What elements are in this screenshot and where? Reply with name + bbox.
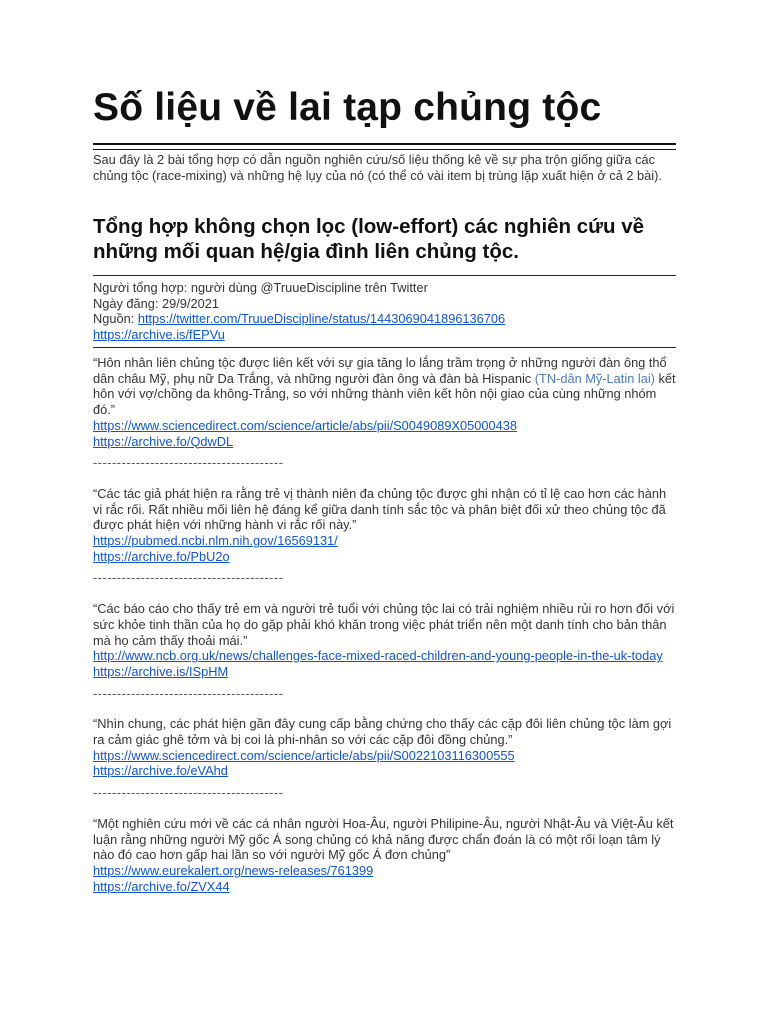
item-quote: “Nhìn chung, các phát hiện gần đây cung cấp bằng chứng cho thấy các cặp đôi liên chủng tộc làm gợi ra cảm giác ghê tởm và bị coi là phi-nhân so với các cặp đôi đồng chủng.” xyxy=(93,716,672,748)
separator: ---------------------------------------- xyxy=(93,570,284,586)
quote-text: kết hôn với vợ/chồng da không-Trắng, so với những thành viên kết hôn nội giao của cùng những nhóm đó.” xyxy=(93,370,676,418)
list-item xyxy=(93,355,676,471)
date-line: Ngày đăng: 29/9/2021 xyxy=(93,295,219,311)
list-item xyxy=(93,816,676,895)
compiler-line: Người tổng hợp: người dùng @TruueDiscipline trên Twitter xyxy=(93,280,428,295)
study-link[interactable]: https://www.sciencedirect.com/science/article/abs/pii/S0022103116300555 xyxy=(93,747,515,763)
page-title: Số liệu về lai tạp chủng tộc xyxy=(93,86,602,129)
list-item xyxy=(93,601,676,701)
list-item xyxy=(93,716,676,801)
item-quote: “Một nghiên cứu mới về các cá nhân người Hoa-Âu, người Philipine-Âu, người Nhật-Âu và Việt-Âu kết luận rằng những người Mỹ gốc Á song chủng có khả năng được chẩn đoán là có một rối loạn tâm lý nào đó cao hơn gấp hai lần so với người Mỹ gốc Á đơn chủng” xyxy=(93,815,674,863)
section-title: Tổng hợp không chọn lọc (low-effort) các nghiên cứu về những mối quan hệ/gia đình liên chủng tộc. xyxy=(93,215,645,263)
source-line xyxy=(93,311,676,327)
source-archive-link[interactable]: https://archive.is/fEPVu xyxy=(93,326,225,342)
separator: ---------------------------------------- xyxy=(93,455,284,471)
archive-link[interactable]: https://archive.is/ISpHM xyxy=(93,663,229,679)
study-list xyxy=(93,355,676,894)
study-link[interactable]: https://www.sciencedirect.com/science/article/abs/pii/S0049089X05000438 xyxy=(93,417,517,433)
intro-paragraph: Sau đây là 2 bài tổng hợp có dẫn nguồn nghiên cứu/số liệu thống kê về sự pha trộn giống giữa các chủng tộc (race-mixing) và những hệ lụy của nó (có thể có vài item bị trùng lặp xuất hiện ở cả 2 bài). xyxy=(93,152,662,183)
archive-link[interactable]: https://archive.fo/ZVX44 xyxy=(93,878,230,894)
quote-highlight: (TN-dân Mỹ-Latin lai) xyxy=(534,370,655,386)
item-quote: “Các tác giả phát hiện ra rằng trẻ vị thành niên đa chủng tộc được ghi nhận có tỉ lệ cao hơn các hành vi rắc rối. Rất nhiều mối liên hệ đáng kể giữa danh tính sắc tộc và phân biệt đối xử theo chủng tộc đã được phát hiện với những hành vi rắc rối này.” xyxy=(93,485,667,533)
source-label: Nguồn: xyxy=(93,311,138,327)
archive-link[interactable]: https://archive.fo/eVAhd xyxy=(93,763,228,779)
meta-block xyxy=(93,280,676,342)
meta-divider xyxy=(93,347,676,348)
quote-text: “Hôn nhân liên chủng tộc được liên kết với sự gia tăng lo lắng trầm trọng ở những người đàn ông thổ dân châu Mỹ, phụ nữ Da Trắng, và những người đàn ông và đàn bà Hispanic xyxy=(93,355,667,386)
study-link[interactable]: https://www.eurekalert.org/news-releases/761399 xyxy=(93,862,374,878)
separator: ---------------------------------------- xyxy=(93,785,284,801)
archive-link[interactable]: https://archive.fo/PbU2o xyxy=(93,548,230,564)
item-quote: “Các báo cáo cho thấy trẻ em và người trẻ tuổi với chủng tộc lai có trải nghiệm nhiều rủi ro hơn đối với sức khỏe tinh thần của họ do gặp phải khó khăn trong việc phát triển nên một danh tính cho bản thân mà họ cảm thấy thoải mái.” xyxy=(93,601,675,648)
source-link[interactable]: https://twitter.com/TruueDiscipline/status/1443069041896136706 xyxy=(137,311,506,327)
separator: ---------------------------------------- xyxy=(93,685,284,701)
study-link[interactable]: http://www.ncb.org.uk/news/challenges-face-mixed-raced-children-and-young-people-in-the-uk-today xyxy=(93,648,663,664)
list-item xyxy=(93,486,676,586)
section-divider xyxy=(93,275,676,276)
title-divider xyxy=(93,143,676,150)
item-quote xyxy=(93,355,676,418)
archive-link[interactable]: https://archive.fo/QdwDL xyxy=(93,433,234,449)
study-link[interactable]: https://pubmed.ncbi.nlm.nih.gov/16569131/ xyxy=(93,533,338,549)
